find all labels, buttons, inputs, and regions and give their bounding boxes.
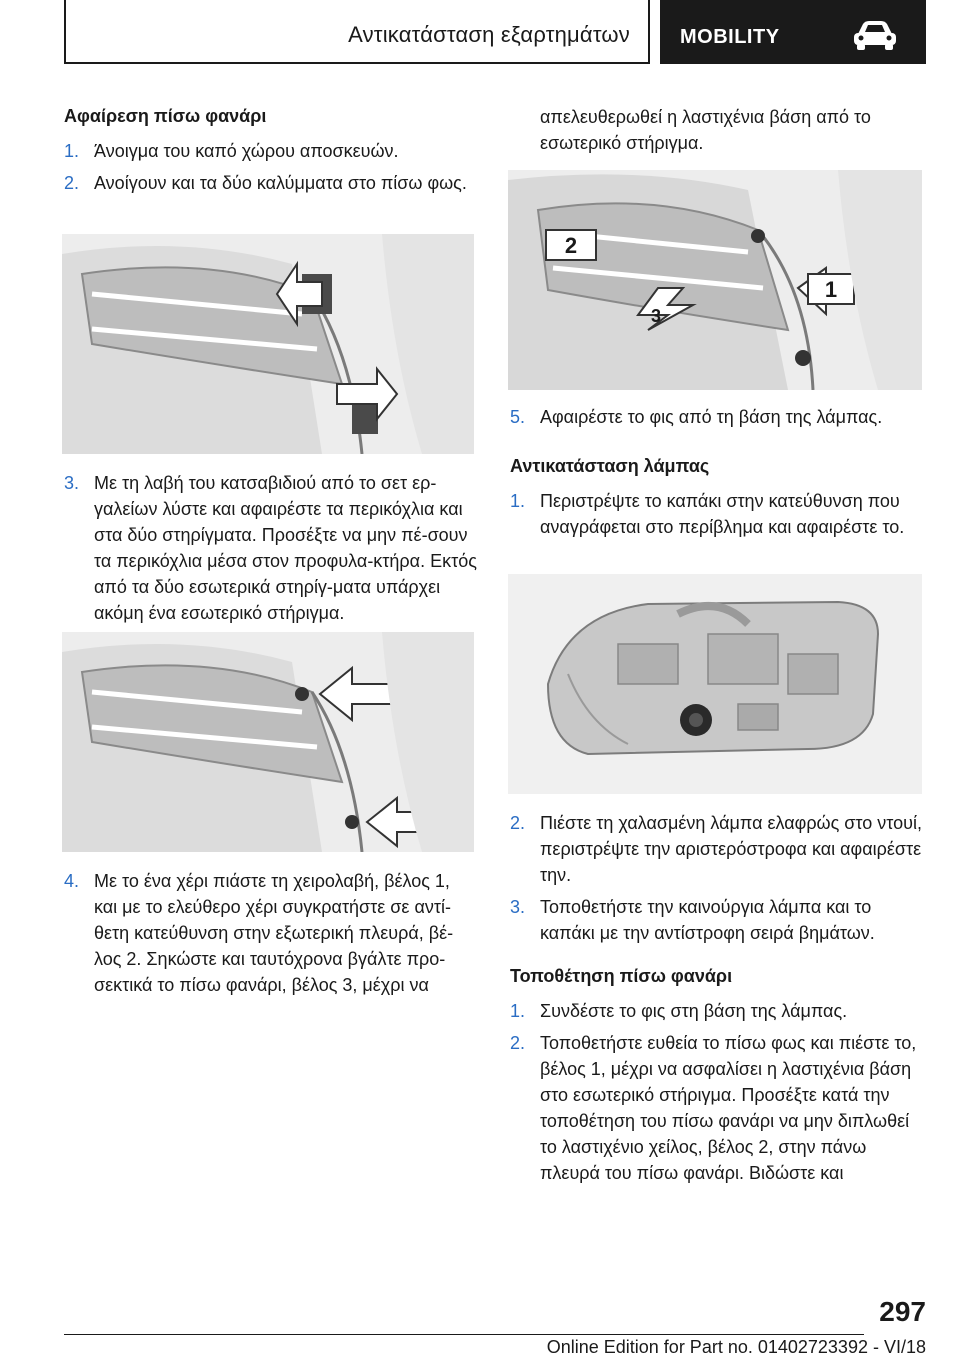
- step-number: 5.: [510, 407, 526, 427]
- step-number: 2.: [510, 813, 526, 833]
- section-title: Αντικατάσταση εξαρτημάτων: [348, 22, 630, 47]
- step-text: Αφαιρέστε το φις από τη βάση της λάμπας.: [540, 407, 883, 427]
- step-text: Με τη λαβή του κατσαβιδιού από το σετ ερ-γαλείων λύστε και αφαιρέστε τα περικόχλια και στα δύο στηρίγματα. Προσέξτε να μην πέ-σουν τα περικόχλια μέσα στον προφυλα-κτήρα. Εκτός από τα δύο εσωτερικά στηρίγ-ματα υπάρχει ακόμη ένα εσωτερικό στήριγμα.: [94, 473, 477, 623]
- figure-label: 2: [564, 233, 578, 258]
- figure-remove-tail-light-arrows: [508, 170, 922, 390]
- step-number: 3.: [510, 897, 526, 917]
- brand-label: MOBILITY: [680, 26, 780, 48]
- figure-tail-light-covers: [62, 234, 474, 454]
- step-text: Με το ένα χέρι πιάστε τη χειρολαβή, βέλος 1, και με το ελεύθερο χέρι συγκρατήστε σε αντί-θετη κατεύθυνση στην εξωτερική πλευρά, βέ-λος 2. Σηκώστε και ταυτόχρονα βγάλτε προ-σεκτικά το πίσω φανάρι, βέλος 3, μέχρι να: [94, 871, 454, 995]
- step-item: [510, 998, 924, 1024]
- edition-label: Online Edition for Part no. 01402723392 - VI/18: [546, 1337, 926, 1357]
- figure-label: 1: [824, 277, 838, 302]
- step-number: 1.: [64, 141, 80, 161]
- heading-install-tail-light: Τοποθέτηση πίσω φανάρι: [510, 966, 733, 986]
- page-number: 297: [879, 1296, 926, 1327]
- step-text: Άνοιγμα του καπό χώρου αποσκευών.: [94, 141, 399, 161]
- brand-box: [660, 0, 926, 64]
- step-text: Περιστρέψτε το καπάκι στην κατεύθυνση που αναγράφεται στο περίβλημα και αφαιρέστε το.: [540, 491, 905, 537]
- step-number: 2.: [64, 173, 80, 193]
- step-item: [64, 868, 478, 998]
- step-number: 4.: [64, 871, 80, 891]
- step-number: 2.: [510, 1033, 526, 1053]
- figure-lamp-housing: [508, 574, 922, 794]
- footer-divider: [64, 1334, 864, 1335]
- step-item: [64, 170, 478, 196]
- step-text: Πιέστε τη χαλασμένη λάμπα ελαφρώς στο ντουί, περιστρέψτε την αριστερόστροφα και αφαιρέστε την.: [540, 813, 922, 885]
- car-icon: [852, 18, 898, 52]
- continuation-text: απελευθερωθεί η λαστιχένια βάση από το εσωτερικό στήριγμα.: [540, 107, 871, 153]
- step-item: [510, 810, 924, 888]
- step-item: [510, 1030, 924, 1186]
- step-text: Τοποθετήστε την καινούργια λάμπα και το καπάκι με την αντίστροφη σειρά βημάτων.: [540, 897, 875, 943]
- figure-tail-light-mounts: [62, 632, 474, 852]
- page-header: [64, 0, 926, 64]
- step-item: [510, 894, 924, 946]
- step-item: [64, 138, 478, 164]
- step-item: [510, 488, 924, 540]
- section-title-box: [64, 0, 650, 64]
- step-number: 3.: [64, 473, 80, 493]
- step-item: [510, 404, 924, 430]
- figure-label: 3: [650, 306, 662, 326]
- step-number: 1.: [510, 1001, 526, 1021]
- step-text: Τοποθετήστε ευθεία το πίσω φως και πιέστε το, βέλος 1, μέχρι να ασφαλίσει η λαστιχένια βάση στο εσωτερικό στήριγμα. Προσέξτε κατά την τοποθέτηση του πίσω φανάρι να μην διπλωθεί το λαστιχένιο χείλος, βέλος 2, στην πάνω πλευρά του πίσω φανάρι. Βιδώστε και: [540, 1033, 917, 1183]
- step-number: 1.: [510, 491, 526, 511]
- step-item: [64, 470, 478, 626]
- step-text: Ανοίγουν και τα δύο καλύμματα στο πίσω φως.: [94, 173, 467, 193]
- step-text: Συνδέστε το φις στη βάση της λάμπας.: [540, 1001, 848, 1021]
- heading-remove-tail-light: Αφαίρεση πίσω φανάρι: [64, 106, 267, 126]
- heading-replace-bulb: Αντικατάσταση λάμπας: [510, 456, 710, 476]
